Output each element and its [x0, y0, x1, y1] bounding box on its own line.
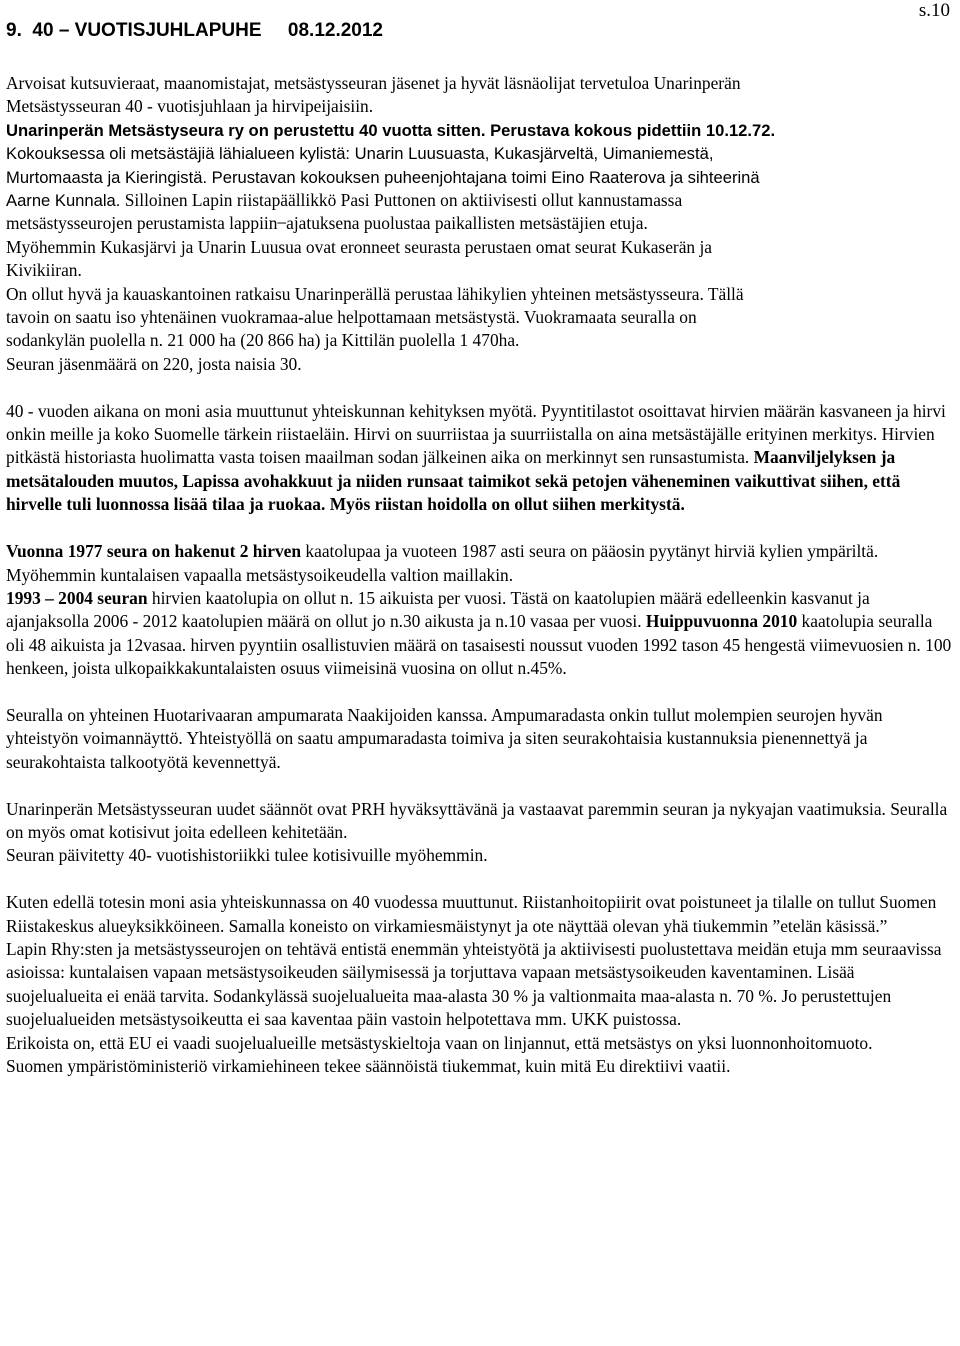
permits-1977-emphasis: Vuonna 1977 seura on hakenut 2 hirven — [6, 541, 302, 562]
paragraph-administration — [6, 891, 954, 1078]
paragraph-moose-history — [6, 400, 954, 517]
eu-text: Erikoista on, että EU ei vaadi suojelualueille metsästyskieltoja vaan on linjannut, että metsästys on yksi luonnonhoitomuoto. — [6, 1032, 873, 1053]
history-update-text: Seuran päivitetty 40- vuotishistoriikki tulee kotisivuille myöhemmin. — [6, 845, 488, 866]
permits-1977-text: kaatolupaa ja vuoteen 1987 asti seura on pääosin pyytänyt hirviä kylien ympäriltä. Myöhemmin kuntalaisen vapaalla metsästysoikeudella valtion maillakin. — [6, 541, 879, 585]
permits-1993-2004-emphasis: 1993 – 2004 seuran — [6, 587, 148, 608]
separated-clubs-line-cont: Kivikiiran. — [6, 260, 82, 281]
founding-chair-secretary: Perustavan kokouksen puheenjohtajana toimi Eino Raaterova ja sihteerinä — [207, 167, 760, 187]
peak-year-text: kaatolupia seuralla oli 48 aikuista ja 12vasaa. hirven pyyntiin osallistuvien määrä on tasaisesti noussut vuoden 1992 tason 45 hengestä viimevuosien n. 100 henkeen, joista ulkopaikkakuntalaisten osuus viimeisinä vuosina on ollut n.45%. — [6, 611, 952, 679]
speech-title: 9. 40 – VUOTISJUHLAPUHE 08.12.2012 — [6, 20, 384, 41]
page-number: s.10 — [918, 0, 950, 21]
founding-meeting-villages-cont: Murtomaasta ja Kieringistä. — [6, 167, 208, 187]
lease-area-line-3: sodankylän puolella n. 21 000 ha (20 866 ha) ja Kittilän puolella 1 470ha. — [6, 330, 520, 351]
membership-count: Seuran jäsenmäärä on 220, josta naisia 30. — [6, 353, 302, 374]
separated-clubs-line: Myöhemmin Kukasjärvi ja Unarin Luusua ovat eronneet seurasta perustaen omat seurat Kukaserän ja — [6, 236, 713, 257]
secretary-name: Aarne Kunnala. — [6, 191, 121, 211]
shooting-range-text: Seuralla on yhteinen Huotarivaaran ampumarata Naakijoiden kanssa. Ampumaradasta onkin tullut molempien seurojen hyvän yhteistyön voimannäyttö. Yhteistyöllä on saatu ampumaradasta toimiva ja siten seurakohtaisia kustannuksia pienennettyä ja seurakohtaista talkootyötä kevennettyä. — [6, 704, 883, 772]
moose-history-text: 40 - vuoden aikana on moni asia muuttunut yhteiskunnan kehityksen myötä. Pyyntitilastot osoittavat hirvien määrän kasvaneen ja hirvi onkin meille ja koko Suomelle tärkein riistaeläin. Hirvi on suurriistaa ja suurriistalla on aina metsästäjälle erityinen merkitys. Hirvien pitkästä historiasta huolimatta vasta toisen maailman sodan jälkeinen aika on merkinnyt sen runsastumista. — [6, 400, 946, 468]
paragraph-hunting-permits — [6, 540, 954, 680]
founding-statement: Unarinperän Metsästyseura ry on perustettu 40 vuotta sitten. Perustava kokous pidettiin 10.12.72. — [6, 120, 776, 140]
cooperation-text: Lapin Rhy:sten ja metsästysseurojen on tehtävä entistä enemmän yhteistyötä ja aktiivisesti puolustettava meidän etuja mm seuraavissa asioissa: kuntalaisen vapaan metsästysoikeuden säilymisessä ja torjuttava vapaan metsästysoikeuden kaventaminen. Lisää suojelualueita ei enää tarvita. Sodankylässä suojelualueita maa-alasta 30 % ja valtionmaita maa-alasta n. 70 %. Jo perustettujen suojelualueiden metsästysoikeutta ei saa kaventaa päin vastoin helpotettava mm. UKK puistossa. — [6, 938, 942, 1030]
paragraph-rules-website — [6, 798, 954, 868]
paragraph-shooting-range — [6, 704, 954, 774]
administration-text: Kuten edellä totesin moni asia yhteiskunnassa on 40 vuodessa muuttunut. Riistanhoitopiirit ovat poistuneet ja tilalle on tullut Suomen Riistakeskus alueyksikköineen. Samalla koneisto on virkamiesmäistynyt ja ote näyttää olevan yhä tiukemmin ”etelän käsissä.” — [6, 892, 937, 936]
moose-history-emphasis: Maanviljelyksen ja metsätalouden muutos, Lapissa avohakkuut ja niiden runsaat taimikot sekä petojen väheneminen vaikuttivat siihen, että hirvelle tuli luonnossa lisää tilaa ja ruokaa. Myös riistan hoidolla on ollut siihen merkitystä. — [6, 447, 901, 515]
speech-body — [6, 72, 954, 1078]
lease-area-line-1: On ollut hyvä ja kauaskantoinen ratkaisu Unarinperällä perustaa lähikylien yhteinen metsästysseura. Tällä — [6, 283, 744, 304]
intro-line-1: Arvoisat kutsuvieraat, maanomistajat, metsästysseuran jäsenet ja hyvät läsnäolijat tervetuloa Unarinperän — [6, 73, 741, 93]
game-chief-line: Silloinen Lapin riistapäällikkö Pasi Puttonen on aktiivisesti ollut kannustamassa — [120, 190, 683, 211]
lease-area-line-2: tavoin on saatu iso yhtenäinen vuokramaa-alue helpottamaan metsästystä. Vuokramaata seuralla on — [6, 307, 697, 328]
permits-1993-2004-text: hirvien kaatolupia on ollut n. 15 aikuista per vuosi. Tästä on kaatolupien määrä edelleenkin kasvanut ja ajanjaksolla 2006 - 2012 kaatolupien määrä on ollut jo n.30 aikusta ja n.10 vasaa per vuosi. — [6, 587, 870, 632]
paragraph-introduction — [6, 72, 954, 376]
rules-text: Unarinperän Metsästysseuran uudet säännöt ovat PRH hyväksyttävänä ja vastaavat paremmin seuran ja nykyajan vaatimuksia. Seuralla on myös omat kotisivut joita edelleen kehitetään. — [6, 798, 948, 842]
peak-year-emphasis: Huippuvuonna 2010 — [645, 611, 798, 632]
game-chief-line-cont: metsästysseurojen perustamista lappiin ̶ ajatuksena puolustaa paikallisten metsästäjien etuja. — [6, 213, 648, 234]
intro-line-2: Metsästysseuran 40 - vuotisjuhlaan ja hirvipeijaisiin. — [6, 96, 374, 117]
ministry-text: Suomen ympäristöministeriö virkamiehineen tekee säännöistä tiukemmat, kuin mitä Eu direktiivi vaatii. — [6, 1055, 731, 1076]
founding-meeting-villages: Kokouksessa oli metsästäjiä lähialueen kylistä: Unarin Luusuasta, Kukasjärveltä, Uimaniemestä, — [6, 144, 714, 164]
